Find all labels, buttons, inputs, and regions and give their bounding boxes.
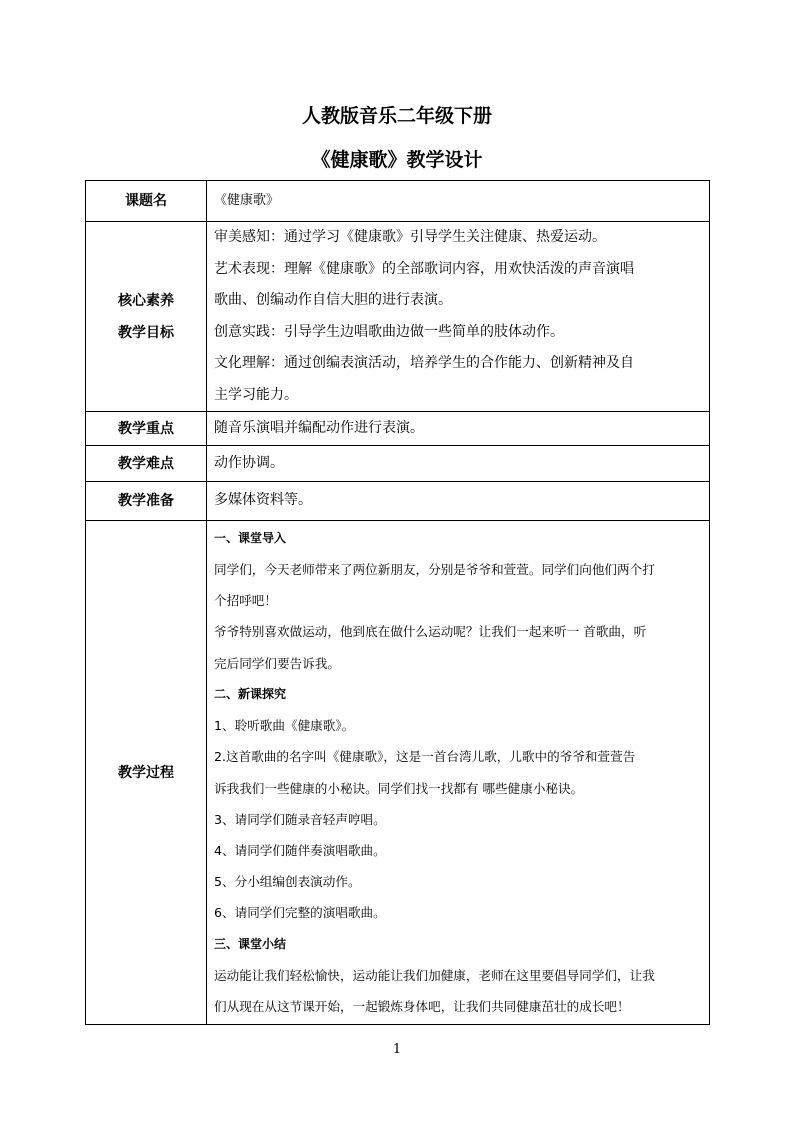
objectives-label-line1: 核心素养 <box>118 292 174 309</box>
page-number: 1 <box>392 1042 402 1057</box>
process-line: 诉我我们一些健康的小秘诀。同学们找一找都有 哪些健康小秘诀。 <box>214 780 584 796</box>
section-heading: 一、课堂导入 <box>214 530 287 545</box>
table-row-difficulties <box>86 446 710 482</box>
difficulties-value: 动作协调。 <box>214 454 284 471</box>
process-line: 个招呼吧！ <box>214 593 277 609</box>
key-points-label: 教学重点 <box>86 412 207 446</box>
section-heading: 二、新课探究 <box>214 686 287 701</box>
objective-line: 歌曲、创编动作自信大胆的进行表演。 <box>214 292 452 308</box>
process-line: 爷爷特别喜欢做运动，他到底在做什么运动呢？让我们一起来听一 首歌曲，听 <box>214 624 647 640</box>
lesson-plan-table <box>85 180 710 1025</box>
process-line: 6、请同学们完整的演唱歌曲。 <box>214 905 386 921</box>
difficulties-label: 教学难点 <box>86 446 207 482</box>
document-title: 人教版音乐二年级下册 <box>301 105 492 127</box>
process-line: 们从现在从这节课开始，一起锻炼身体吧，让我们共同健康茁壮的成长吧！ <box>214 998 630 1014</box>
table-row-objectives <box>86 222 710 412</box>
table-row-preparation <box>86 482 710 521</box>
topic-label: 课题名 <box>86 181 207 222</box>
process-line: 2.这首歌曲的名字叫《健康歌》，这是一首台湾儿歌，儿歌中的爷爷和萱萱告 <box>214 749 636 765</box>
document-subtitle: 《健康歌》教学设计 <box>311 149 483 171</box>
objective-line: 审美感知：通过学习《健康歌》引导学生关注健康、热爱运动。 <box>214 229 606 245</box>
objective-line: 艺术表现：理解《健康歌》的全部歌词内容，用欢快活泼的声音演唱 <box>214 260 634 277</box>
section-heading: 三、课堂小结 <box>214 936 287 951</box>
objective-line: 主学习能力。 <box>214 386 298 403</box>
objectives-label-line2: 教学目标 <box>118 324 174 341</box>
table-row-process <box>86 521 710 1025</box>
process-line: 5、分小组编创表演动作。 <box>214 874 361 890</box>
process-line: 同学们，今天老师带来了两位新朋友，分别是爷爷和萱萱。同学们向他们两个打 <box>214 562 655 578</box>
preparation-label: 教学准备 <box>86 482 207 521</box>
table-row-key-points <box>86 412 710 446</box>
objective-line: 创意实践：引导学生边唱歌曲边做一些简单的肢体动作。 <box>214 323 564 340</box>
key-points-value: 随音乐演唱并编配动作进行表演。 <box>214 419 424 436</box>
table-row-topic <box>86 181 710 222</box>
objective-line: 文化理解：通过创编表演活动，培养学生的合作能力、创新精神及自 <box>214 355 634 371</box>
process-line: 4、请同学们随伴奏演唱歌曲。 <box>214 842 386 858</box>
process-line: 完后同学们要告诉我。 <box>214 655 340 671</box>
preparation-value: 多媒体资料等。 <box>214 492 312 509</box>
process-line: 运动能让我们轻松愉快，运动能让我们加健康，老师在这里要倡导同学们，让我 <box>214 967 655 983</box>
process-line: 3、请同学们随录音轻声哼唱。 <box>214 811 386 827</box>
topic-value: 《健康歌》 <box>214 193 280 208</box>
process-label: 教学过程 <box>86 521 207 1025</box>
process-line: 1、聆听歌曲《健康歌》。 <box>214 718 355 734</box>
